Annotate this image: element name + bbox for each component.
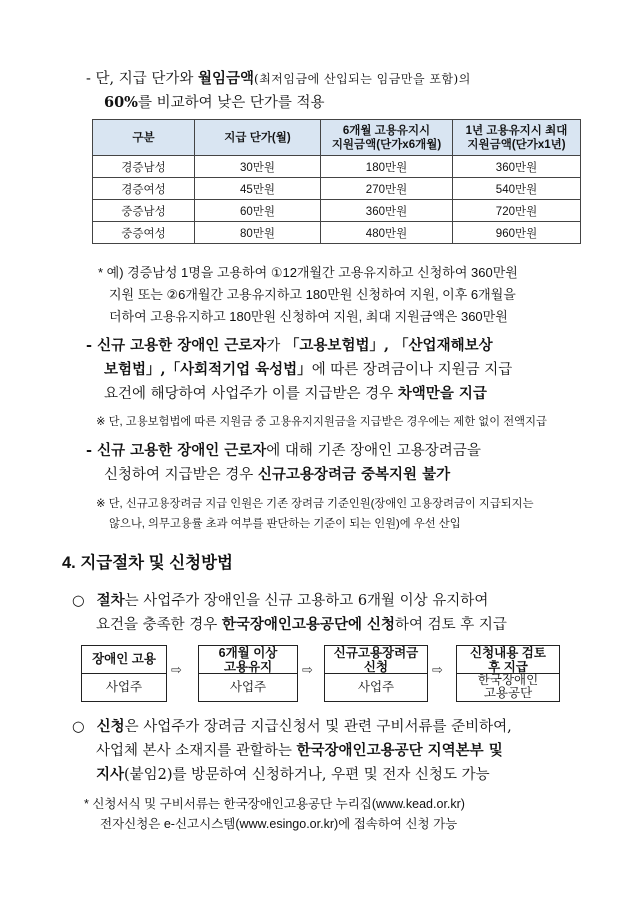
- overlap-rule-line1: [86, 336, 493, 356]
- text-bold: 절차: [96, 592, 125, 609]
- overlap-rule-line3: [104, 384, 487, 404]
- procedure-line2: [96, 615, 507, 635]
- table-cell: 480만원: [321, 222, 453, 244]
- apply-line3: [96, 765, 490, 785]
- text: 는 사업주가 장애인을 신규 고용하고 6개월 이상 유지하여: [124, 593, 489, 609]
- table-cell: 80만원: [195, 222, 321, 244]
- text-bold: 신규고용장려금 중복지원 불가: [257, 466, 451, 483]
- flow-step-body: 한국장애인 고용공단: [477, 673, 539, 700]
- duplicate-rule-note2: 않으나, 의무고용률 초과 여부를 판단하는 기준이 되는 인원)에 우선 산입: [109, 518, 461, 530]
- example-line2: 지원 또는 ②6개월간 고용유지하고 180만원 신청하여 지원, 이후 6개월을: [109, 287, 516, 302]
- text: 은 사업주가 장려금 지급신청서 및 관련 구비서류를 준비하여,: [124, 719, 512, 735]
- text: 에 따른 장려금이나 지원금 지급: [311, 362, 513, 378]
- table-cell: 360만원: [453, 156, 581, 178]
- text-bold: 지사: [96, 766, 125, 783]
- text-bold: - 신규 고용한 장애인 근로자: [86, 337, 267, 354]
- flow-step-body: 사업주: [105, 680, 143, 694]
- text: (최저임금에 산입되는 임금만을 포함)의: [254, 72, 471, 86]
- table-cell: 60만원: [195, 200, 321, 222]
- unit-price-note-line2: [104, 93, 325, 113]
- text-bold: 차액만을 지급: [397, 385, 487, 402]
- text-bold: 신청: [96, 718, 125, 735]
- apply-note1: * 신청서식 및 구비서류는 한국장애인고용공단 누리집(www.kead.or.kr): [84, 797, 465, 811]
- flow-step-apply: [324, 645, 428, 702]
- flow-step-head: 장애인 고용: [82, 646, 166, 674]
- bullet-icon: ○: [72, 719, 85, 735]
- flow-step-body: 사업주: [229, 680, 267, 694]
- header-monthly-unit: 지급 단가(월): [195, 120, 321, 156]
- apply-note2: 전자신청은 e-신고시스템(www.esingo.or.kr)에 접속하여 신청 가능: [100, 817, 458, 831]
- table-cell: 960만원: [453, 222, 581, 244]
- text: 사업체 본사 소재지를 관할하는: [96, 743, 297, 759]
- example-line3: 더하여 고용유지하고 180만원 신청하여 지원, 최대 지원금액은 360만원: [109, 309, 508, 324]
- procedure-line1: [72, 591, 488, 611]
- table-cell: 540만원: [453, 178, 581, 200]
- duplicate-rule-line2: [104, 465, 450, 485]
- flow-step-head: 6개월 이상 고용유지: [199, 646, 297, 674]
- table-cell: 360만원: [321, 200, 453, 222]
- text: - 단, 지급 단가와: [86, 71, 198, 87]
- text: 신청하여 지급받은 경우: [104, 467, 258, 483]
- table-row: [93, 222, 581, 244]
- text-bold: 「고용보험법」, 「산업재해보상: [284, 337, 493, 354]
- unit-price-note-line1: [86, 69, 471, 89]
- text: 가: [266, 338, 285, 354]
- text-bold: 60%: [104, 94, 138, 111]
- flow-step-head: 신청내용 검토 후 지급: [457, 646, 559, 674]
- text-bold: - 신규 고용한 장애인 근로자: [86, 442, 267, 459]
- overlap-rule-note: ※ 단, 고용보험법에 따른 지원금 중 고용유지지원금을 지급받은 경우에는 제한 없이 전액지급: [96, 416, 547, 428]
- flow-step-retain: [198, 645, 298, 702]
- table-row: [93, 178, 581, 200]
- text: (붙임2)를 방문하여 신청하거나, 우편 및 전자 신청도 가능: [124, 767, 490, 783]
- text-bold: 보험법」,「사회적기업 육성법」: [104, 361, 312, 378]
- table-cell: 중증여성: [93, 222, 195, 244]
- section-heading: 4. 지급절차 및 신청방법: [62, 554, 233, 572]
- table-cell: 중증남성: [93, 200, 195, 222]
- text: 에 대해 기존 장애인 고용장려금을: [266, 443, 481, 459]
- flow-step-head: 신규고용장려금 신청: [325, 646, 427, 674]
- text-bold: 월임금액: [198, 70, 255, 87]
- text-bold: 한국장애인고용공단 지역본부 및: [296, 742, 503, 759]
- example-line1: * 예) 경증남성 1명을 고용하여 ①12개월간 고용유지하고 신청하여 360만원: [98, 265, 518, 280]
- overlap-rule-line2: [104, 360, 512, 380]
- arrow-right-icon: ⇨: [302, 663, 313, 678]
- table-header-row: [93, 120, 581, 156]
- header-one-year: 1년 고용유지시 최대 지원금액(단가x1년): [453, 120, 581, 156]
- table-row: [93, 200, 581, 222]
- table-cell: 경증여성: [93, 178, 195, 200]
- text: 하여 검토 후 지급: [395, 617, 507, 633]
- table-cell: 270만원: [321, 178, 453, 200]
- arrow-right-icon: ⇨: [171, 663, 182, 678]
- bullet-icon: ○: [72, 593, 85, 609]
- duplicate-rule-line1: [86, 441, 481, 461]
- apply-line2: [96, 741, 503, 761]
- table-cell: 180만원: [321, 156, 453, 178]
- table-cell: 720만원: [453, 200, 581, 222]
- table-row: [93, 156, 581, 178]
- header-six-month: 6개월 고용유지시 지원금액(단가x6개월): [321, 120, 453, 156]
- flow-step-review: [456, 645, 560, 702]
- text-bold: 한국장애인고용공단에 신청: [221, 616, 396, 633]
- support-amount-table: [92, 119, 581, 244]
- text: 요건에 해당하여 사업주가 이를 지급받은 경우: [104, 386, 398, 402]
- text: 요건을 충족한 경우: [96, 617, 222, 633]
- header-category: 구분: [93, 120, 195, 156]
- table-cell: 45만원: [195, 178, 321, 200]
- duplicate-rule-note1: ※ 단, 신규고용장려금 지급 인원은 기존 장려금 기준인원(장애인 고용장려금이 지급되지는: [96, 498, 534, 510]
- flow-step-body: 사업주: [357, 680, 395, 694]
- apply-line1: [72, 717, 512, 737]
- flow-step-hire: [81, 645, 167, 702]
- table-cell: 30만원: [195, 156, 321, 178]
- arrow-right-icon: ⇨: [432, 663, 443, 678]
- table-cell: 경증남성: [93, 156, 195, 178]
- text: 를 비교하여 낮은 단가를 적용: [137, 95, 325, 111]
